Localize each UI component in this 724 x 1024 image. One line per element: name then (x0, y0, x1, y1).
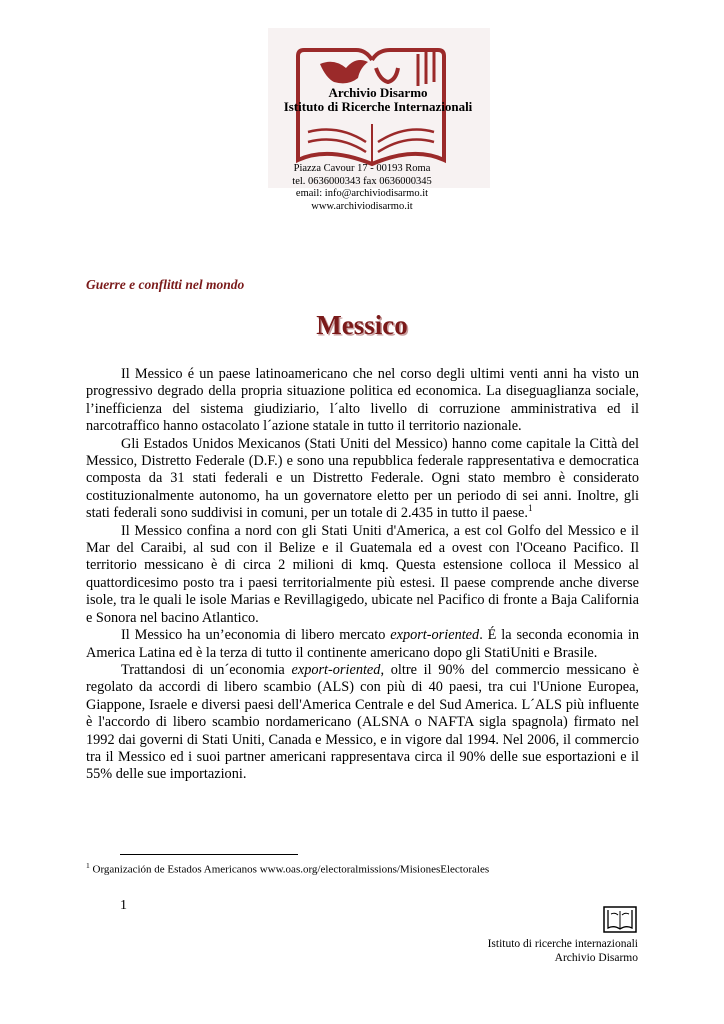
footnote-number: 1 (86, 861, 90, 870)
footer-line1: Istituto di ricerche internazionali (487, 938, 638, 950)
contact-block (262, 163, 462, 213)
section-label: Guerre e conflitti nel mondo (86, 277, 245, 292)
org-name-line1: Archivio Disarmo (328, 85, 428, 100)
footer-text (440, 937, 638, 965)
paragraph: Trattandosi di un´economia export-oriented, oltre il 90% del commercio messicano è regolato da accordi di libero scambio (ALS) con più di 40 paesi, tra cui l'Unione Europea, Giappone, Israele e diversi paesi dell'America Centrale e del Sud America. L´ALS più influente è l'accordo di libero scambio nordamericano (ALSNA o NAFTA sigla spagnola) firmato nel 1992 dai governi di Stati Uniti, Canada e Messico, e in vigore dal 1994. Nel 2006, il commercio tra il Messico ed i suoi partner americani rappresentava circa il 90% delle sue esportazioni e il 55% delle sue importazioni. (86, 661, 639, 783)
footnote-text: Organización de Estados Americanos www.oas.org/electoralmissions/MisionesElectorales (92, 863, 490, 876)
phone: tel. 0636000343 fax 0636000345 (292, 175, 432, 187)
page-number: 1 (120, 898, 127, 913)
org-name (278, 86, 478, 114)
body-text (86, 366, 639, 784)
email: email: info@archiviodisarmo.it (295, 188, 429, 199)
footnote-ref[interactable]: 1 (527, 503, 533, 514)
footer-line2: Archivio Disarmo (554, 952, 638, 964)
paragraph: Il Messico ha un’economia di libero mercato export-oriented. É la seconda economia in America Latina ed è la terza di tutto il continente americano dopo gli StatiUniti e Brasile. (86, 627, 639, 661)
address: Piazza Cavour 17 - 00193 Roma (293, 163, 431, 174)
website: www.archiviodisarmo.it (311, 200, 413, 212)
paragraph: Il Messico confina a nord con gli Stati Uniti d'America, a est col Golfo del Messico e il Mar del Caraibi, al sud con il Belize e il Guatemala ed a ovest con l'Oceano Pacifico. Il territorio messicano è di circa 2 milioni di kmq. Questa estensione colloca il Messico al quattordicesimo posto tra i paesi territorialmente più estesi. Il paese comprende anche diverse isole, tra le quali le isole Marias e Revillagigedo, ubicate nel Pacifico di fronte a Baja California e Sonora nel bacino Atlantico. (86, 522, 639, 626)
book-small-logo-icon (603, 906, 637, 933)
footnote (86, 859, 489, 877)
paragraph: Gli Estados Unidos Mexicanos (Stati Uniti del Messico) hanno come capitale la Città del Messico, Distretto Federale (D.F.) e sono una repubblica federale rappresentativa e democratica composta da 31 stati federali e un Distretto Federale. Ogni stato membro è considerato costituzionalmente autonomo, ha un governatore eletto per un periodo di sei anni. Inoltre, gli stati federali sono suddivisi in comuni, per un totale di 2.435 in tutto il paese.$^1$ (86, 435, 639, 522)
page-title: Messico (316, 310, 408, 340)
org-name-line2: Istituto di Ricerche Internazionali (283, 99, 473, 114)
paragraph: Il Messico é un paese latinoamericano che nel corso degli ultimi venti anni ha visto un progressivo degrado della propria situazione politica ed economica. La diseguaglianza sociale, l’inefficienza del sistema giudiziario, l´alto livello di corruzione amministrativa ed il narcotraffico hanno ostacolato l´azione statale in tutto il territorio nazionale. (86, 366, 639, 435)
footnote-divider (120, 854, 298, 855)
